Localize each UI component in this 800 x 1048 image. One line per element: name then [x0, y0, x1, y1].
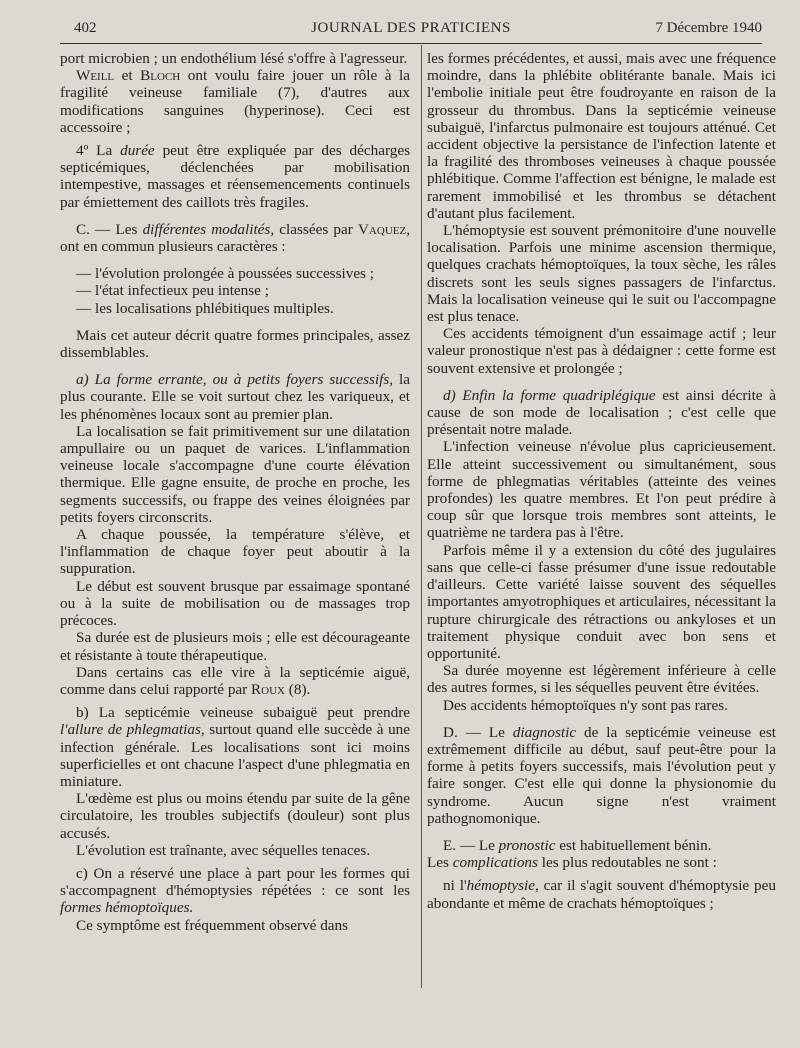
- paragraph: Sa durée moyenne est légèrement inférieure à celle des autres formes, si les séquelles peuvent être évitées.: [427, 662, 776, 697]
- text: D. — Le: [443, 723, 513, 741]
- paragraph: [60, 67, 410, 136]
- paragraph: L'hémoptysie est souvent prémonitoire d'une nouvelle localisation. Parfois une minime ascension thermique, quelques crachats hémoptoïques, la toux sèche, les râles discrets sont les seuls signes passagers de l'infarctus. Mais la localisation veineuse qui le suit ou l'accompagne est plus tenace.: [427, 222, 776, 326]
- paragraph: L'évolution est traînante, avec séquelles tenaces.: [76, 841, 371, 859]
- text: de la septicémie veineuse est extrêmement difficile au début, sauf peut-être pour la forme à petits foyers successifs, mais l'évolution peut y faire songer. C'est elle qui donne la physionomie du syndrome. Aucun signe n'est vraiment pathognomonique.: [427, 723, 776, 827]
- emphasis: diagnostic: [512, 723, 577, 741]
- paragraph: [427, 854, 776, 871]
- text: a): [76, 371, 95, 389]
- right-column: [427, 50, 776, 912]
- issue-date: 7 Décembre 1940: [655, 20, 762, 36]
- paragraph: Sa durée est de plusieurs mois ; elle est décourageante et résistante à toute thérapeutique.: [60, 629, 410, 664]
- journal-title: JOURNAL DES PRATICIENS: [311, 20, 511, 36]
- left-column: [60, 50, 410, 934]
- section-d-heading: [427, 724, 776, 827]
- characteristics-list: [60, 265, 410, 317]
- paragraph: Ce symptôme est fréquemment observé dans: [76, 916, 349, 934]
- paragraph: les formes précédentes, et aussi, mais avec une fréquence moindre, dans la phlébite oblitérante banale. Mais ici l'embolie initiale peut être foudroyante en raison de la grosseur du thrombus. Dans la septicémie veineuse subaiguë, l'infarctus pulmonaire est toujours atténué. Cet accident objective la persistance de l'infection latente et la fragilité des thromboses veineuses à chaque poussée phlébitique. Comme l'affection est bénigne, le malade est rarement immobilisé et les thrombus se détachent d'autant plus facilement.: [427, 50, 776, 222]
- text: ni l': [443, 877, 467, 895]
- column-divider: [421, 45, 422, 988]
- paragraph: Parfois même il y a extension du côté des jugulaires sans que celle-ci fasse présumer d'une issue redoutable d'ailleurs. Cette variété laisse souvent des séquelles importantes amyotrophiques et articulaires, nécessitant la rupture chirurgicale des rétractions ou ankyloses et un traitement physique conduit avec bon sens et opportunité.: [427, 541, 776, 662]
- paragraph: Mais cet auteur décrit quatre formes principales, assez dissemblables.: [60, 326, 410, 362]
- list-item: — les localisations phlébitiques multiples.: [76, 299, 334, 317]
- text: , ont en commun plusieurs caractères :: [60, 220, 411, 256]
- text: car il s'agit souvent d'hémoptysie peu abondante et même de crachats hémoptoïques ;: [427, 877, 776, 912]
- form-b-heading: [60, 704, 410, 790]
- paragraph: L'œdème est plus ou moins étendu par suite de la gêne circulatoire, les troubles subjectifs (douleur) sont plus accusés.: [60, 790, 410, 842]
- text: b) La septicémie veineuse subaiguë peut prendre: [76, 704, 410, 722]
- text: 4º La: [76, 142, 121, 160]
- author-name: Vaquez: [357, 220, 407, 238]
- text: les plus redoutables ne sont :: [537, 854, 717, 872]
- text: Dans certains cas elle vire à la septicémie aiguë, comme dans celui rapporté par: [60, 663, 410, 698]
- section-c-heading: [60, 221, 410, 255]
- paragraph: Des accidents hémoptoïques n'y sont pas rares.: [443, 696, 728, 714]
- emphasis: La forme errante, ou à petits foyers successifs,: [94, 371, 394, 389]
- text: est ainsi décrite à cause de son mode de localisation ; c'est celle que présentait notre malade.: [427, 386, 777, 439]
- emphasis: complications: [452, 854, 538, 872]
- emphasis: formes hémoptoïques.: [60, 899, 194, 917]
- header-rule: [60, 43, 762, 44]
- paragraph: port microbien ; un endothélium lésé s'offre à l'agresseur.: [60, 50, 408, 67]
- form-c-heading: [60, 865, 410, 917]
- text: peut être expliquée par des décharges septicémiques, déclenchées par mobilisation intempestive, massages et réensemencements continuels par émiettement des caillots très fragiles.: [60, 142, 410, 211]
- paragraph: Le début est souvent brusque par essaimage spontané ou à la suite de mobilisation ou de massages trop précoces.: [60, 577, 410, 630]
- author-name: Weill: [76, 67, 115, 85]
- list-item: — l'évolution prolongée à poussées successives ;: [76, 265, 374, 283]
- author-name: Roux: [251, 680, 285, 698]
- page-number: 402: [74, 20, 97, 36]
- text: Les: [427, 854, 453, 872]
- paragraph: [60, 142, 410, 211]
- text: ont voulu faire jouer un rôle à la fragilité veineuse familiale (7), d'autres aux modifications sanguines (hyperinose). Ceci est accessoire ;: [60, 67, 410, 136]
- paragraph: A chaque poussée, la température s'élève, et l'inflammation de chaque foyer peut aboutir à la suppuration.: [60, 526, 410, 578]
- text: c) On a réservé une place à part pour les formes qui s'accompagnent d'hémoptysies répétées : ce sont les: [60, 864, 410, 900]
- text: E. — Le: [443, 836, 499, 854]
- text: est habituellement bénin.: [555, 836, 712, 854]
- text: surtout quand elle succède à une infection générale. Les localisations sont ici moins superficielles et ont chacune l'aspect d'une phlegmatia en miniature.: [60, 721, 410, 790]
- paragraph: L'infection veineuse n'évolue plus capricieusement. Elle atteint successivement ou simultanément, sous forme de phlegmatias véritables (atteinte des veines profondes) les quatre membres. Et l'on peut prédire à coup sûr que lorsque trois membres sont atteints, le quatrième ne tardera pas à l'être.: [427, 438, 776, 542]
- paragraph: Ces accidents témoignent d'un essaimage actif ; leur valeur pronostique n'est pas à dédaigner : cette forme est souvent extensive et prolongée ;: [427, 325, 776, 377]
- text: et: [114, 67, 141, 85]
- text: (8).: [285, 680, 311, 698]
- paragraph: La localisation se fait primitivement sur une dilatation ampullaire ou un paquet de varices. L'inflammation veineuse locale s'accompagne d'une courte élévation thermique. Elle gagne ensuite, de proche en proche, les segments successifs, ou frappe des veines éloignées par petits foyers circonscrits.: [60, 422, 410, 526]
- text: la plus courante. Elle se voit surtout chez les variqueux, et les phénomènes locaux sont au premier plan.: [60, 371, 410, 423]
- form-d-heading: [427, 387, 776, 439]
- text: classées par: [274, 220, 358, 238]
- list-item: — l'état infectieux peu intense ;: [76, 282, 269, 300]
- text: d) Enfin la: [443, 386, 521, 404]
- section-e-heading: [427, 837, 776, 854]
- emphasis: l'allure de phlegmatias,: [60, 721, 205, 739]
- emphasis: différentes modalités,: [142, 220, 275, 238]
- form-a-heading: [60, 371, 410, 423]
- emphasis: durée: [120, 142, 155, 160]
- emphasis: forme quadriplégique: [520, 386, 656, 404]
- emphasis: hémoptysie,: [466, 877, 539, 895]
- paragraph: [60, 664, 410, 698]
- paragraph: [427, 877, 776, 911]
- author-name: Bloch: [140, 67, 181, 85]
- running-header: [60, 20, 762, 42]
- text: C. — Les: [76, 220, 143, 238]
- emphasis: pronostic: [498, 836, 556, 854]
